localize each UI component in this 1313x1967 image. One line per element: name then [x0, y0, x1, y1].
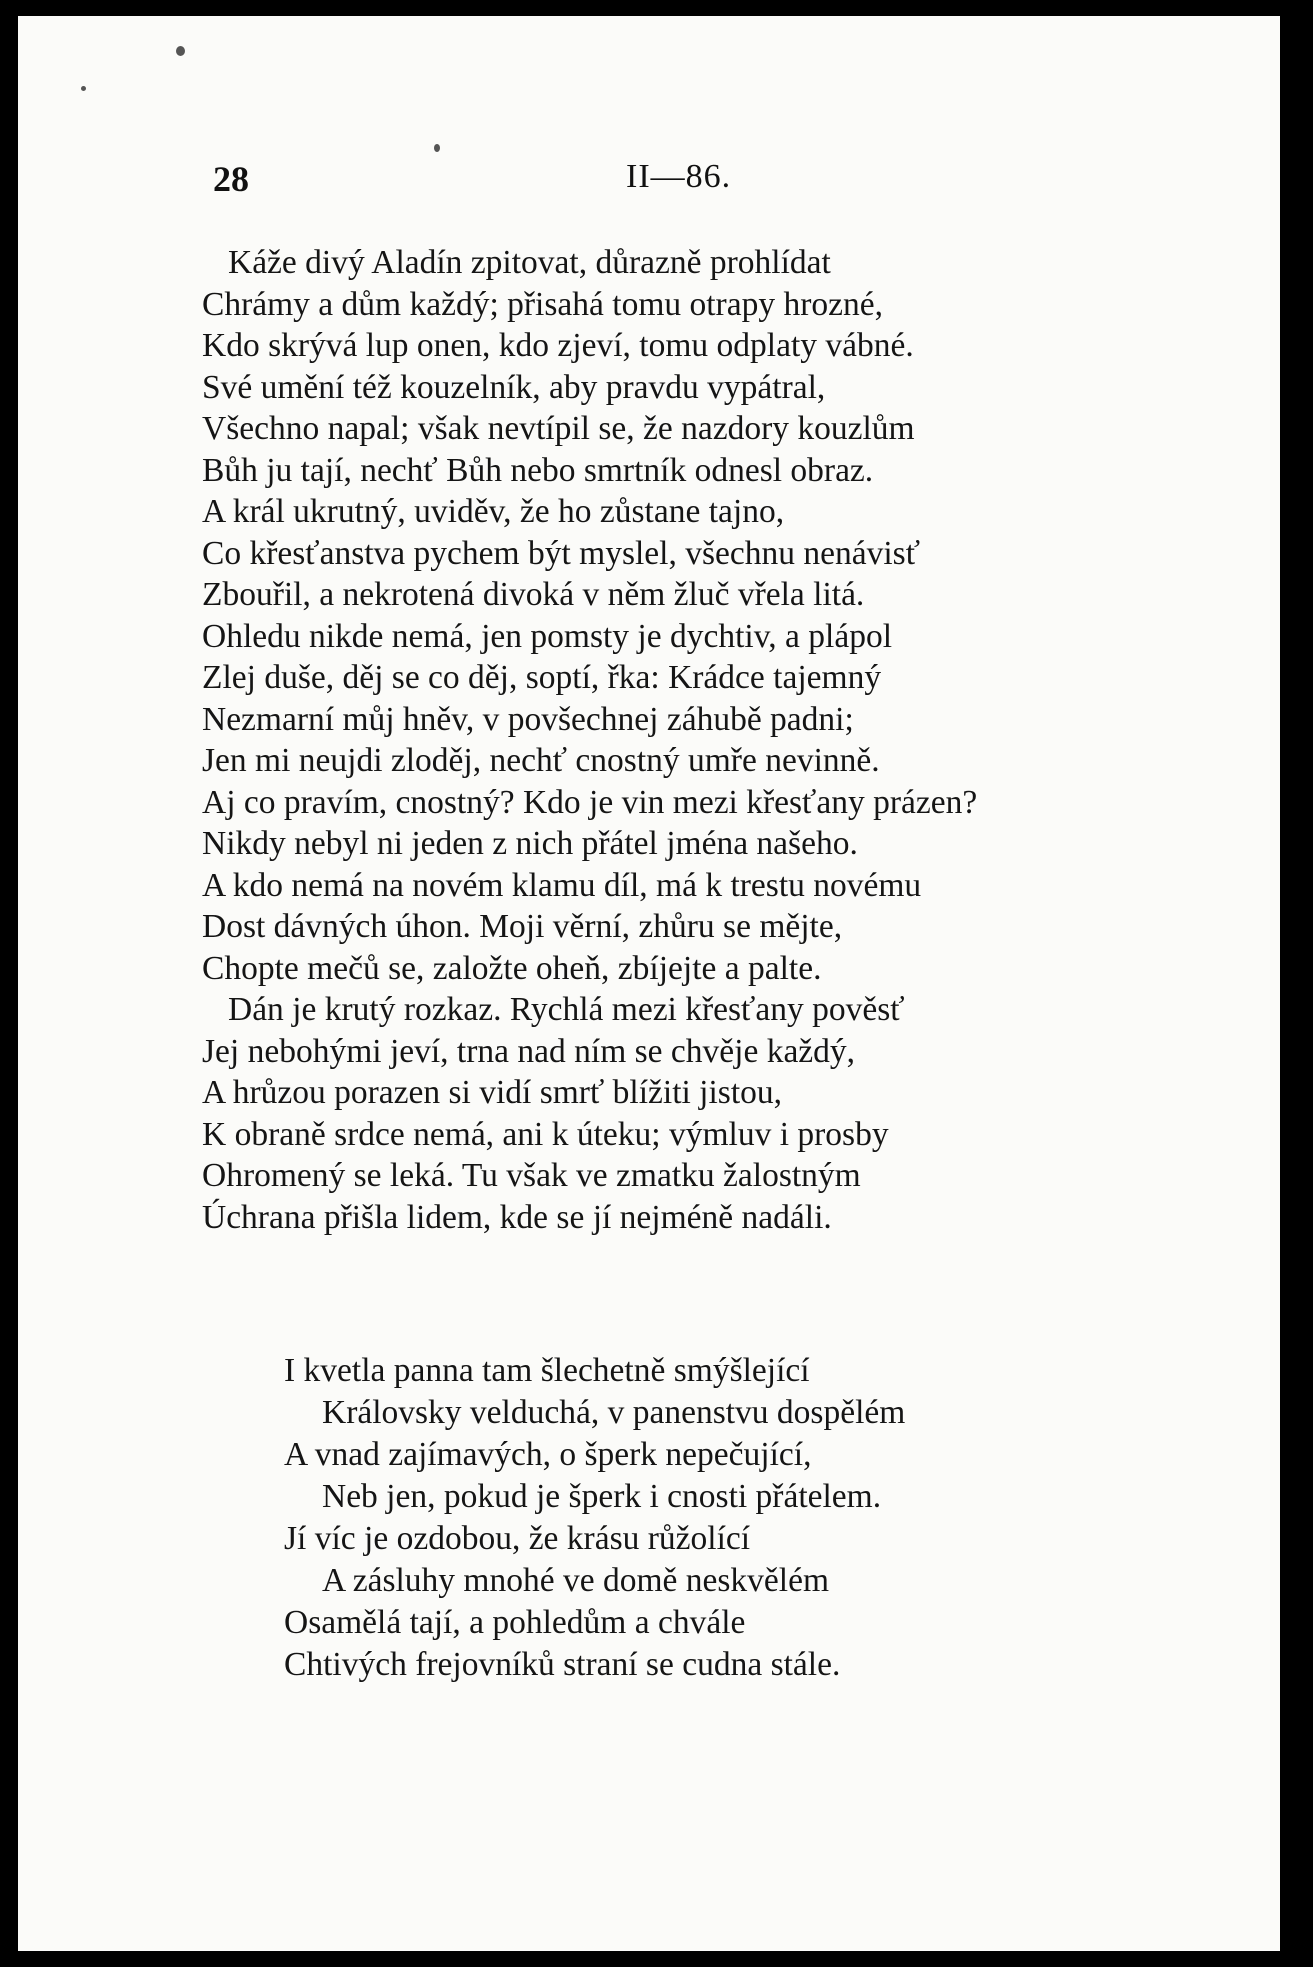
verse-line: Bůh ju tají, nechť Bůh nebo smrtník odnesl obraz. [202, 451, 874, 489]
verse-line: K obraně srdce nemá, ani k úteku; výmluv i prosby [202, 1115, 889, 1153]
verse-line: Ohledu nikde nemá, jen pomsty je dychtiv, a plápol [202, 617, 893, 655]
verse-line: A král ukrutný, uviděv, že ho zůstane tajno, [202, 493, 785, 530]
verse-line: Své umění též kouzelník, aby pravdu vypátral, [202, 368, 826, 406]
verse-line: Úchrana přišla lidem, kde se jí nejméně nadáli. [202, 1198, 832, 1236]
verse-line: A zásluhy mnohé ve domě neskvělém [322, 1562, 830, 1599]
verse-line: Chopte mečů se, založte oheň, zbíjejte a palte. [202, 949, 822, 987]
page-header [18, 158, 1280, 202]
verse-line: Co křesťanstva pychem být myslel, všechnu nenávisť [202, 534, 921, 572]
verse-line: Všechno napal; však nevtípil se, že nazdory kouzlům [202, 410, 915, 447]
ink-speck [434, 144, 440, 152]
book-page [18, 16, 1280, 1951]
verse-line: Aj co pravím, cnostný? Kdo je vin mezi křesťany prázen? [202, 783, 978, 821]
verse-line: Zbouřil, a nekrotená divoká v něm žluč vřela litá. [202, 576, 865, 613]
ink-speck [81, 86, 86, 91]
verse-block-2 [284, 1350, 905, 1686]
verse-line: Ohromený se leká. Tu však ve zmatku žalostným [202, 1157, 861, 1194]
verse-line: Káže divý Aladín zpitovat, důrazně prohlídat [228, 244, 831, 281]
running-head: II—86. [626, 158, 732, 195]
verse-line: I kvetla panna tam šlechetně smýšlející [284, 1352, 810, 1389]
page-number: 28 [213, 159, 249, 199]
verse-line: Dán je krutý rozkaz. Rychlá mezi křesťany pověsť [228, 991, 905, 1028]
verse-line: Jen mi neujdi zloděj, nechť cnostný umře nevinně. [202, 742, 880, 779]
verse-line: Královsky velduchá, v panenstvu dospělém [322, 1394, 906, 1431]
verse-line: A kdo nemá na novém klamu díl, má k trestu novému [202, 866, 922, 904]
verse-line: Osamělá tají, a pohledům a chvále [284, 1604, 746, 1641]
verse-block-1 [202, 242, 977, 1238]
verse-line: Neb jen, pokud je šperk i cnosti přátelem. [322, 1478, 882, 1515]
verse-line: A vnad zajímavých, o šperk nepečující, [284, 1436, 812, 1473]
verse-line: A hrůzou porazen si vidí smrť blížiti jistou, [202, 1074, 783, 1111]
verse-line: Kdo skrývá lup onen, kdo zjeví, tomu odplaty vábné. [202, 327, 914, 364]
verse-line: Chrámy a dům každý; přisahá tomu otrapy hrozné, [202, 285, 883, 323]
verse-line: Jej nebohými jeví, trna nad ním se chvěje každý, [202, 1032, 856, 1070]
verse-line: Zlej duše, děj se co děj, soptí, řka: Krádce tajemný [202, 659, 882, 696]
verse-line: Nezmarní můj hněv, v povšechnej záhubě padni; [202, 700, 854, 738]
verse-line: Nikdy nebyl ni jeden z nich přátel jména našeho. [202, 825, 858, 862]
ink-speck [176, 46, 185, 56]
verse-line: Dost dávných úhon. Moji věrní, zhůru se mějte, [202, 908, 843, 945]
verse-line: Chtivých frejovníků straní se cudna stále. [284, 1646, 841, 1683]
verse-line: Jí víc je ozdobou, že krásu růžolící [284, 1520, 751, 1557]
